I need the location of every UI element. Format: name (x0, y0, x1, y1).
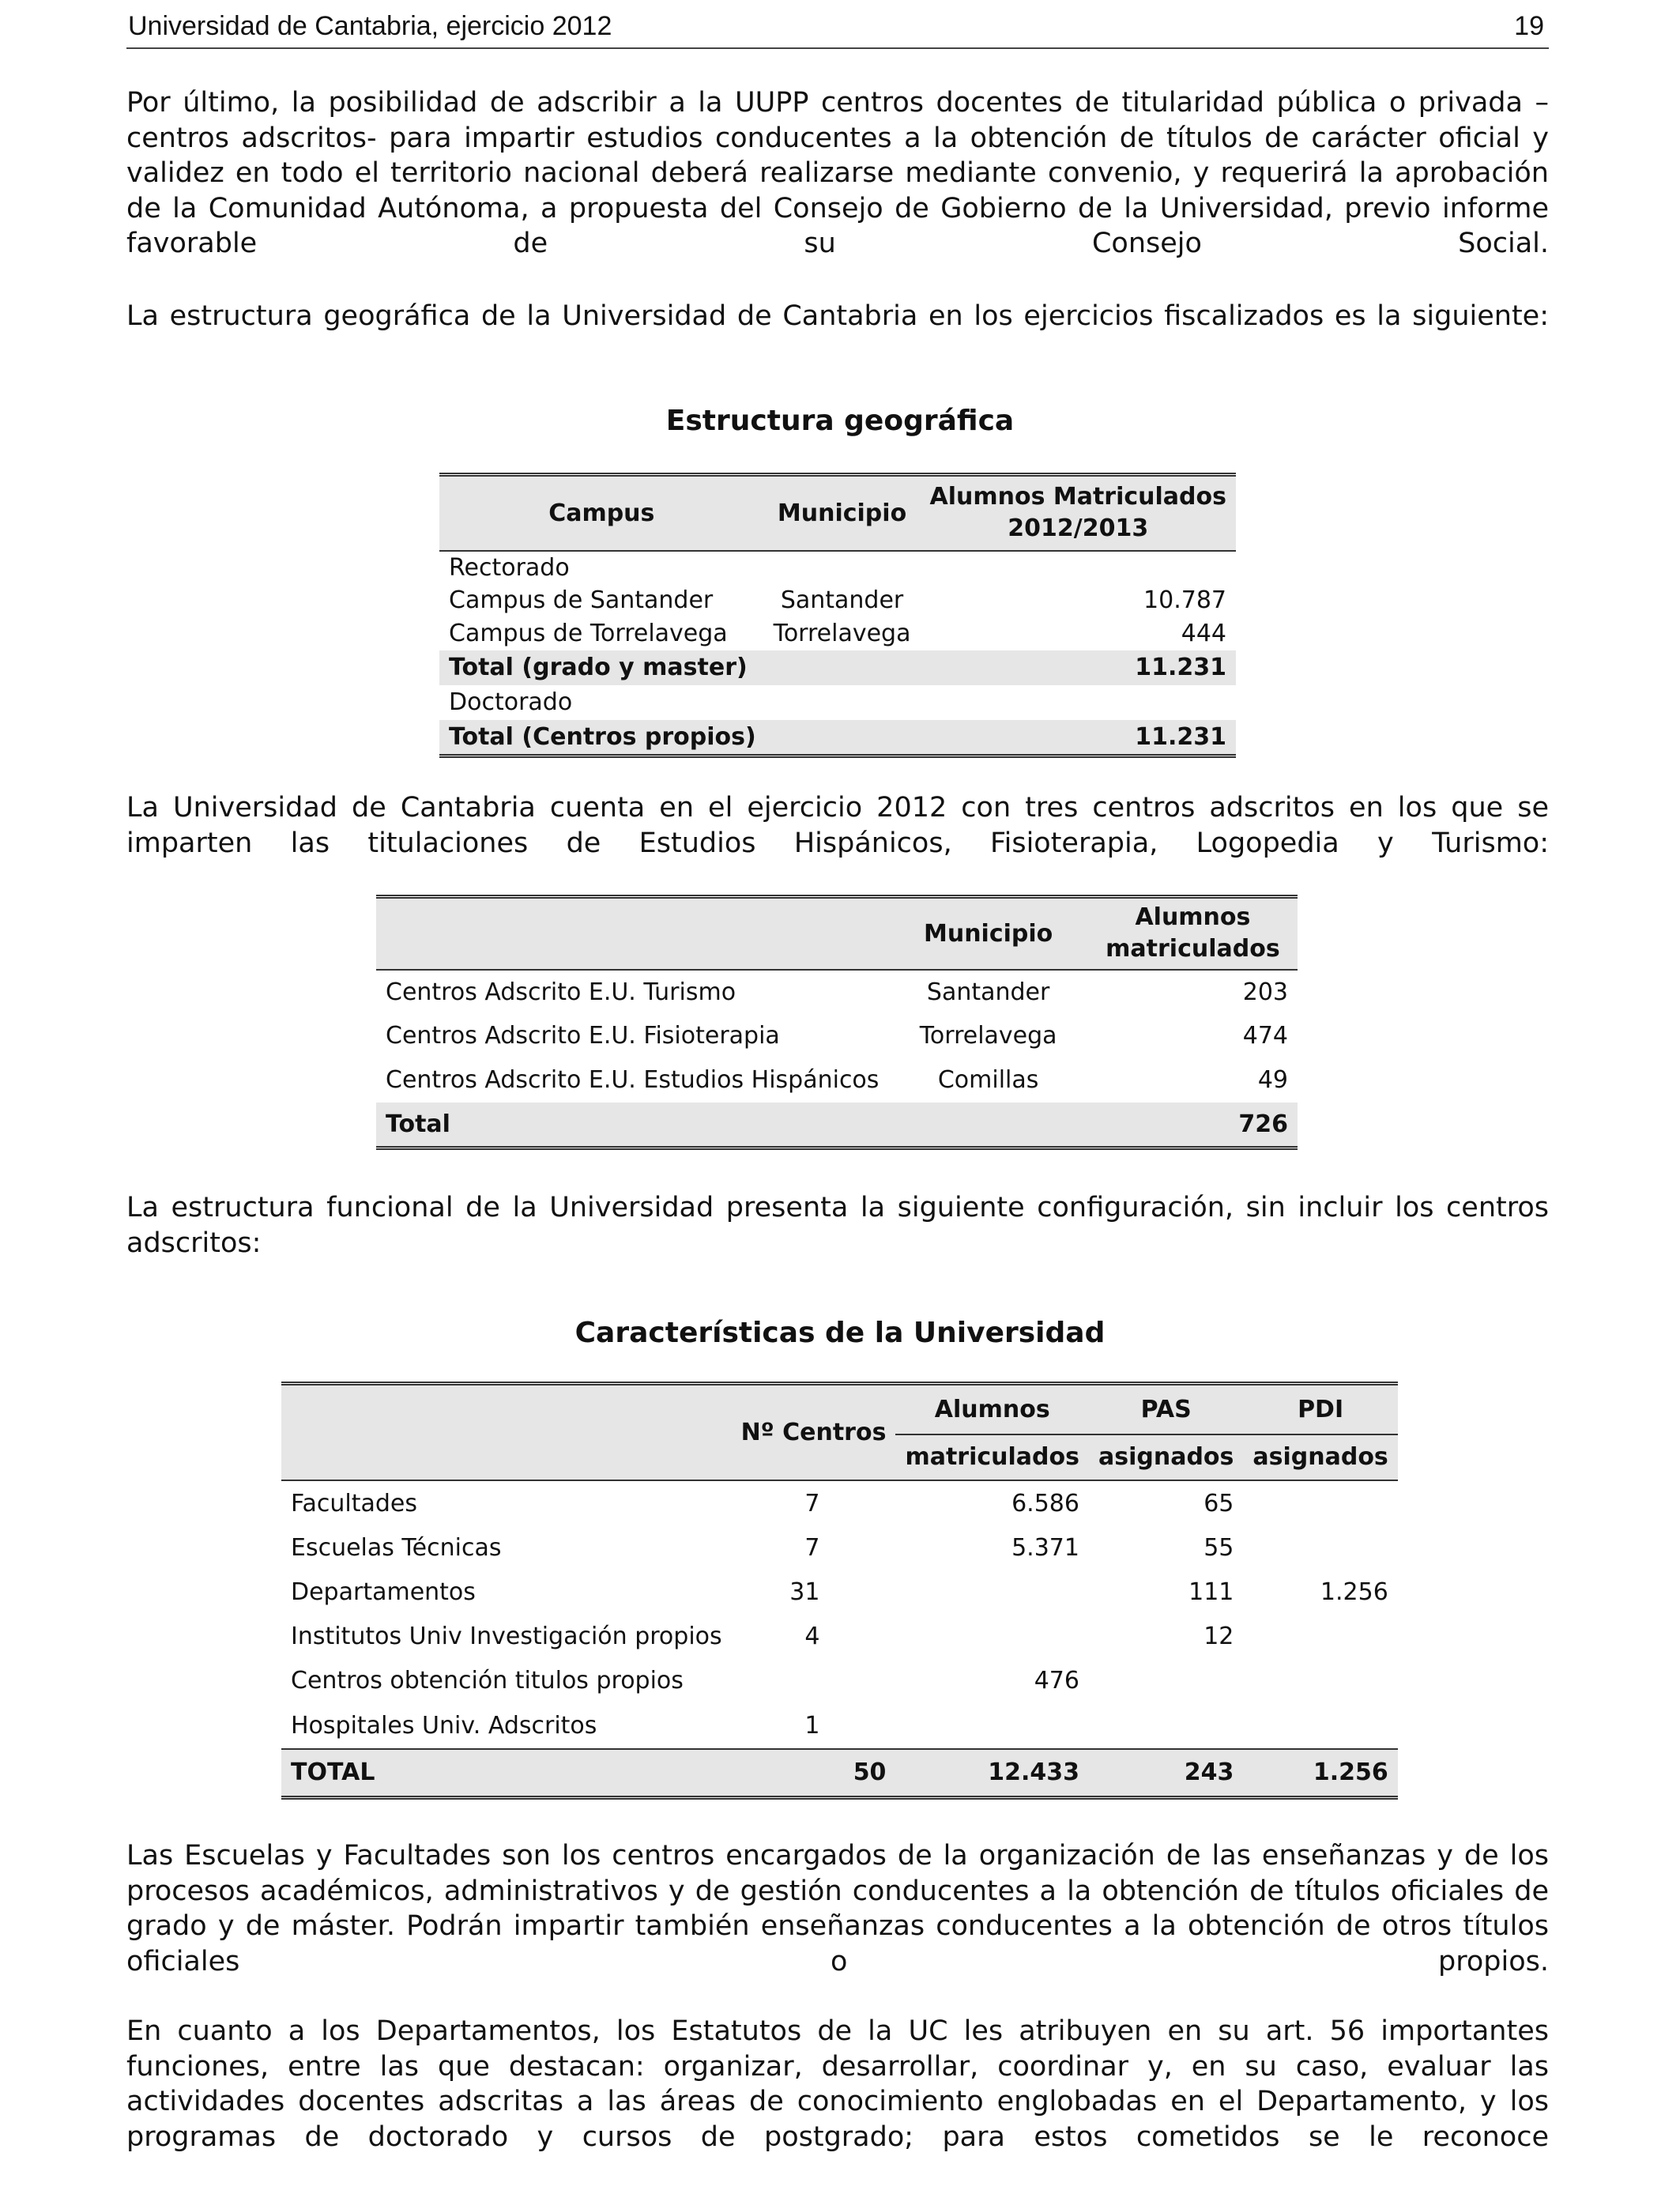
table3-header-row-2: matriculados asignados asignados (281, 1434, 1398, 1480)
total-propios-row: Total (Centros propios) 11.231 (439, 720, 1236, 756)
col-alumnos: Alumnos (895, 1384, 1089, 1434)
table1-title: Estructura geográfica (665, 405, 1015, 437)
col-campus: Campus (548, 499, 655, 527)
table-row: Centros obtención titulos propios 476 (291, 1667, 1079, 1695)
paragraph-estructura-funcional: La estructura funcional de la Universidad presenta la siguiente configuración, sin incluir los centros adscritos: (126, 1192, 1549, 1259)
paragraph-estructura-geografica: La estructura geográfica de la Universidad de Cantabria en los ejercicios fiscalizados es la siguiente: (126, 300, 1549, 332)
geographic-structure-table (439, 473, 1236, 758)
table-row: Campus de Torrelavega Torrelavega 444 (449, 620, 1226, 647)
table1-header-row (439, 475, 1236, 551)
col-municipio: Municipio (777, 499, 907, 527)
table-row: Centros Adscrito E.U. Fisioterapia Torrelavega 474 (386, 1022, 1288, 1050)
col-alumnos: Alumnos matriculados (1106, 903, 1280, 963)
table-row: Escuelas Técnicas 7 5.371 55 (291, 1534, 1234, 1562)
table-row: Centros Adscrito E.U. Turismo Santander 203 (386, 978, 1288, 1006)
table-row: Facultades 7 6.586 65 (291, 1489, 1234, 1517)
table3-header-row-1 (281, 1384, 1398, 1434)
table3-title: Características de la Universidad (574, 1317, 1106, 1349)
table-row: Hospitales Univ. Adscritos 1 (291, 1711, 820, 1740)
paragraph-centros-adscritos: La Universidad de Cantabria cuenta en el ejercicio 2012 con tres centros adscritos en los que se imparten las titulaciones de Estudios Hispánicos, Fisioterapia, Logopedia y Turismo: (126, 792, 1549, 859)
table-row: Centros Adscrito E.U. Estudios Hispánicos Comillas 49 (386, 1066, 1288, 1094)
university-characteristics-table (281, 1382, 1398, 1800)
running-title: Universidad de Cantabria, ejercicio 2012 (128, 11, 612, 41)
affiliated-centers-table (376, 895, 1298, 1150)
page-number: 19 (1514, 11, 1544, 41)
col-alumnos: Alumnos Matriculados 2012/2013 (929, 483, 1226, 543)
col-municipio: Municipio (923, 919, 1053, 948)
total-row: TOTAL 50 12.433 243 1.256 (281, 1749, 1398, 1798)
paragraph-escuelas-facultades: Las Escuelas y Facultades son los centros encargados de la organización de las enseñanzas y de los procesos académicos, administrativos y de gestión conducentes a la obtención de títulos oficiales de grado y de máster. Podrán impartir también enseñanzas conducentes a la obtención de otros títulos oficiales o propios. (126, 1840, 1549, 1977)
running-header (126, 6, 1549, 49)
table-row: Institutos Univ Investigación propios 4 12 (291, 1623, 1234, 1650)
total-row: Total 726 (376, 1103, 1298, 1148)
total-grado-row: Total (grado y master) 11.231 (439, 650, 1236, 685)
table-row: Doctorado (449, 688, 573, 716)
col-pas: PAS (1089, 1384, 1243, 1434)
paragraph-departamentos: En cuanto a los Departamentos, los Estatutos de la UC les atribuyen en su art. 56 importantes funciones, entre las que destacan: organizar, desarrollar, coordinar y, en su caso, evaluar las actividades docentes adscritas a las áreas de conocimiento englobadas en el Departamento, y los programas de doctorado y cursos de postgrado; para estos cometidos se le reconoce (126, 2015, 1549, 2153)
col-pdi: PDI (1243, 1384, 1397, 1434)
table-row: Departamentos 31 111 1.256 (291, 1578, 1388, 1606)
table-row: Rectorado (449, 553, 570, 582)
paragraph-adscritos: Por último, la posibilidad de adscribir a la UUPP centros docentes de titularidad pública o privada –centros adscritos- para impartir estudios conducentes a la obtención de títulos de carácter oficial y validez en todo el territorio nacional deberá realizarse mediante convenio, y requerirá la aprobación de la Comunidad Autónoma, a propuesta del Consejo de Gobierno de la Universidad, previo informe favorable de su Consejo Social. (126, 87, 1549, 259)
col-n-centros: Nº Centros (732, 1384, 896, 1480)
table-row: Campus de Santander Santander 10.787 (449, 586, 1226, 614)
table2-header-row (376, 897, 1298, 970)
